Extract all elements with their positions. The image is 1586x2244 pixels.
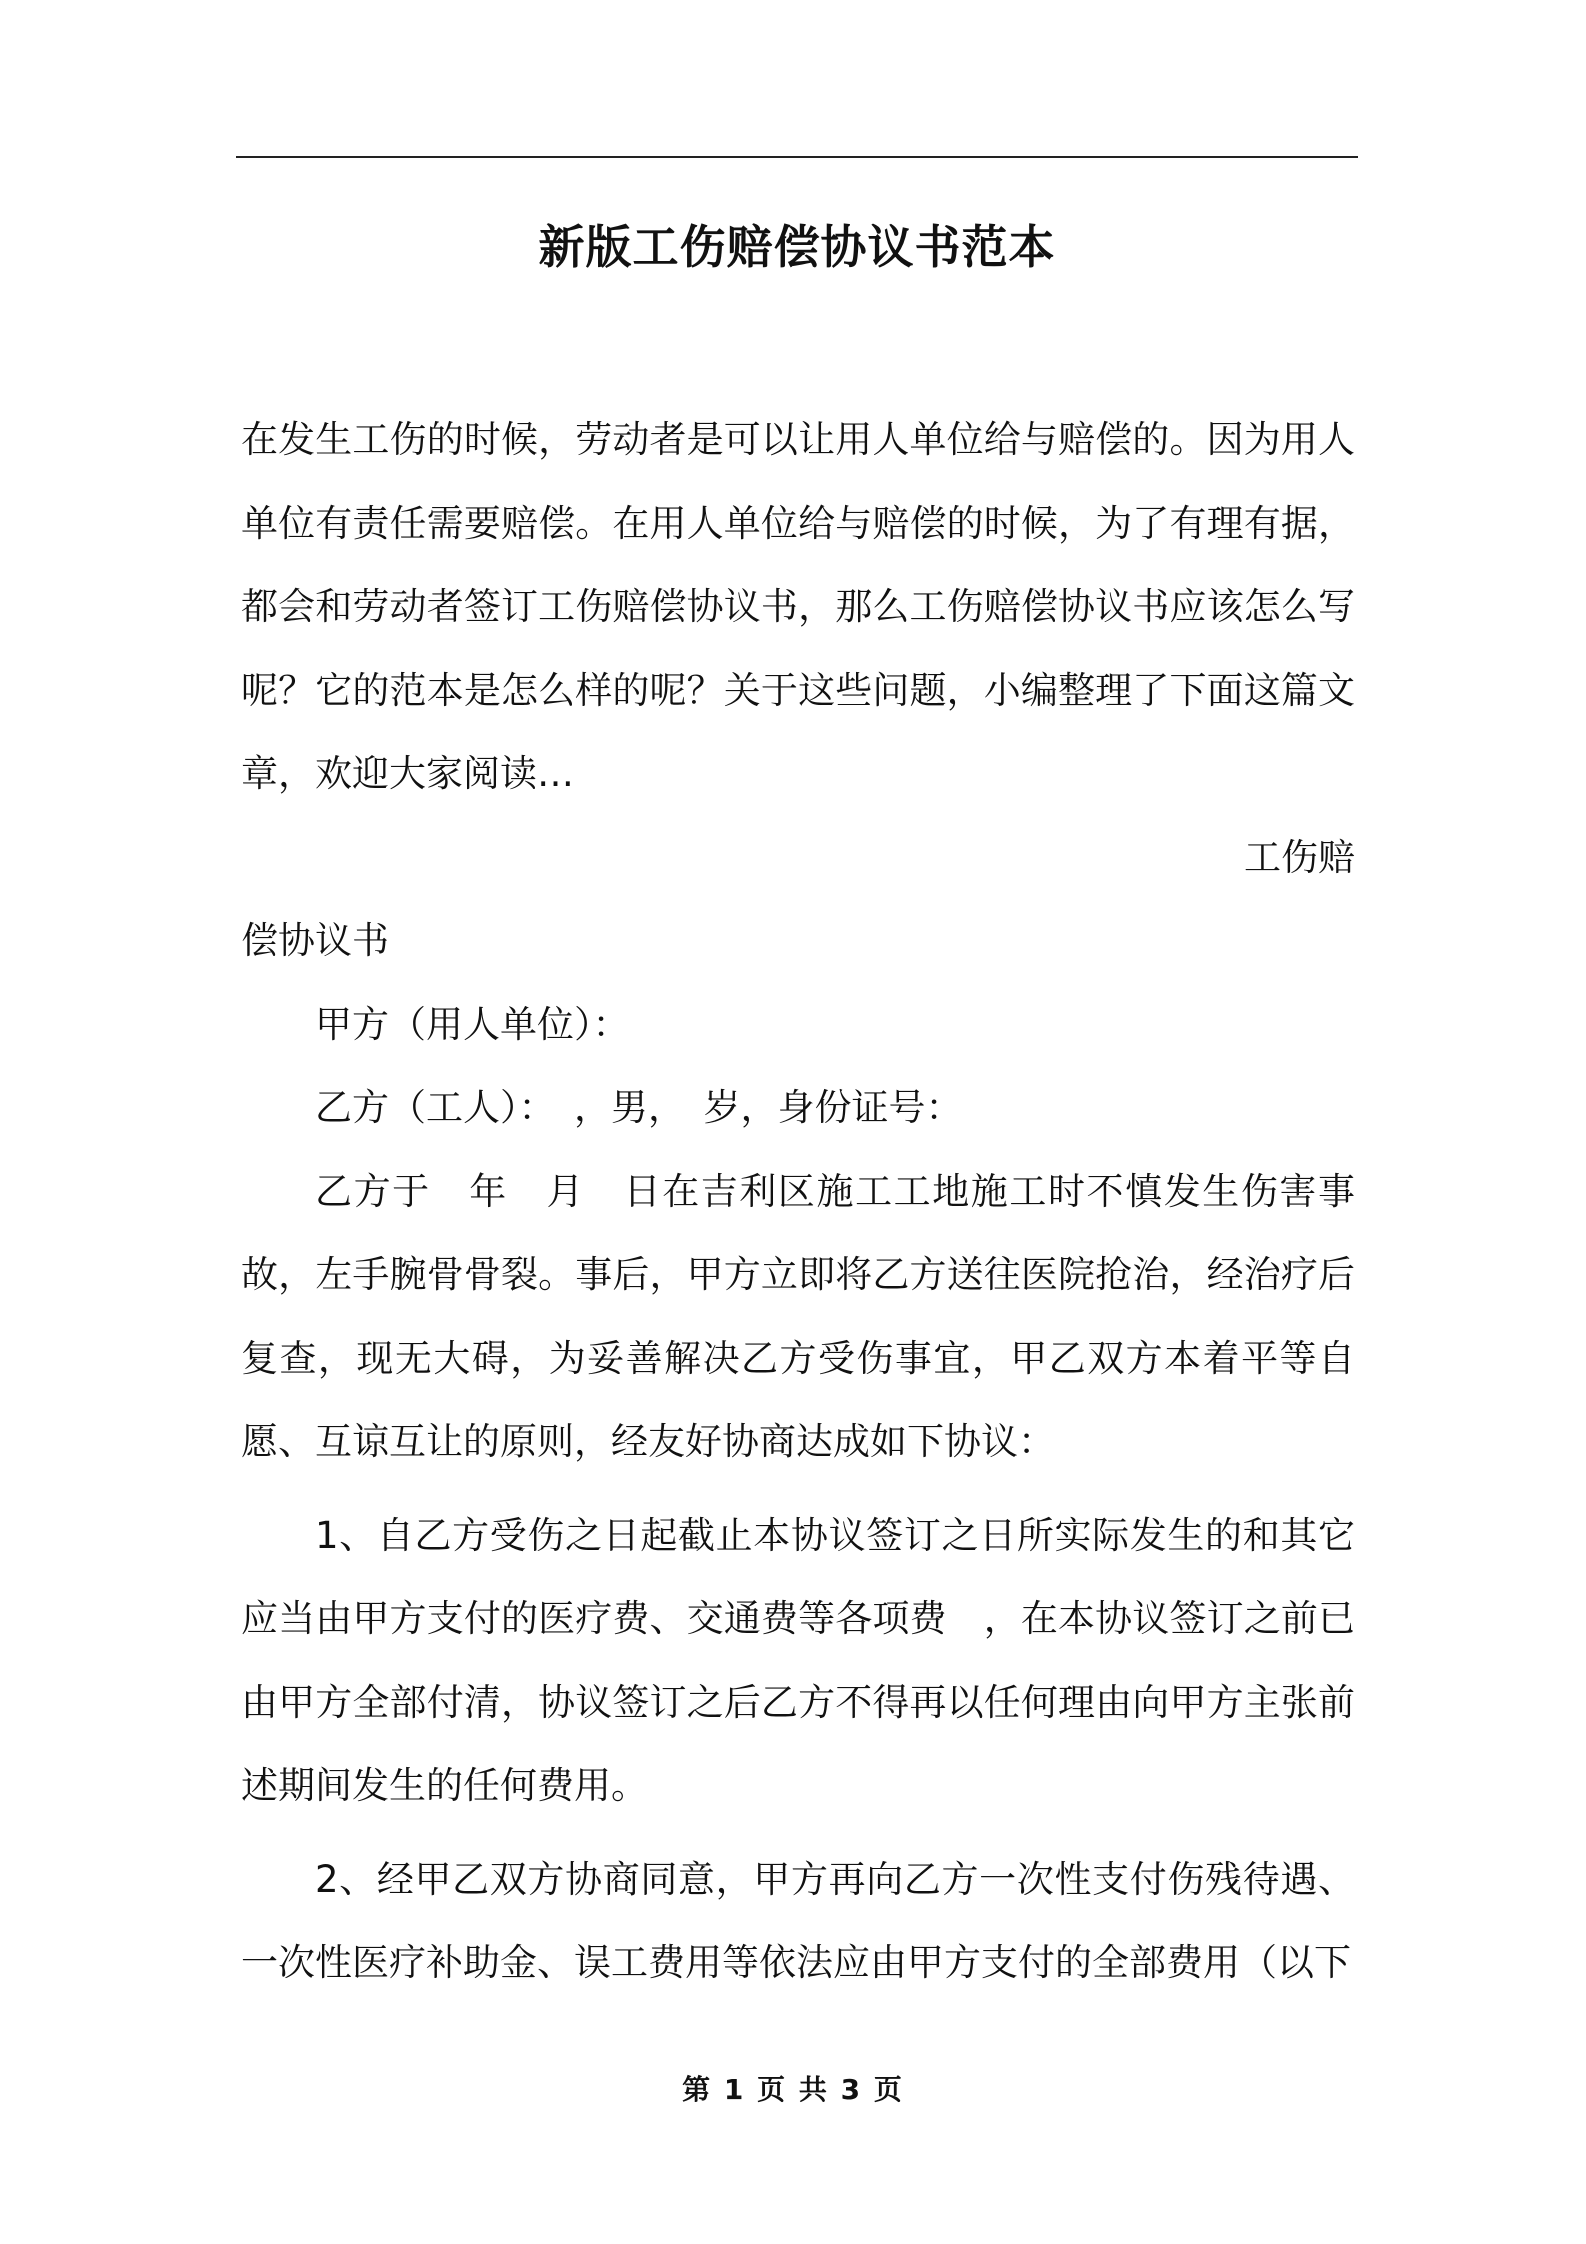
document-body [241,398,1355,2005]
party-a-line: 甲方（用人单位）： [315,1002,630,1046]
section-heading-part-1: 工伤赔 [1244,835,1355,879]
party-b-line: 乙方（工人）： ，男， 岁，身份证号： [315,1086,963,1129]
document-title: 新版工伤赔偿协议书范本 [538,220,1056,274]
section-heading-part-2: 偿协议书 [241,919,389,962]
clause-1-paragraph: 1、自乙方受伤之日起截止本协议签订之日所实际发生的和其它应当由甲方支付的医疗费、交通费等各项费 ，在本协议签订之前已由甲方全部付清，协议签订之后乙方不得再以任何理由向甲方主张前述期间发生的任何费用。 [241,1513,1355,1807]
clause-2-paragraph: 2、经甲乙双方协商同意，甲方再向乙方一次性支付伤残待遇、一次性医疗补助金、误工费用等依法应由甲方支付的全部费用（以下 [241,1857,1355,1984]
intro-paragraph: 在发生工伤的时候，劳动者是可以让用人单位给与赔偿的。因为用人单位有责任需要赔偿。在用人单位给与赔偿的时候，为了有理有据，都会和劳动者签订工伤赔偿协议书，那么工伤赔偿协议书应该怎么写呢？它的范本是怎么样的呢？关于这些问题，小编整理了下面这篇文章，欢迎大家阅读… [241,418,1355,795]
incident-paragraph: 乙方于 年 月 日在吉利区施工工地施工时不慎发生伤害事故，左手腕骨骨裂。事后，甲方立即将乙方送往医院抢治，经治疗后复查，现无大碍，为妥善解决乙方受伤事宜，甲乙双方本着平等自愿、互谅互让的原则，经友好协商达成如下协议： [241,1169,1355,1463]
header-rule [236,156,1358,158]
page-number: 第 1 页 共 3 页 [682,2073,904,2106]
